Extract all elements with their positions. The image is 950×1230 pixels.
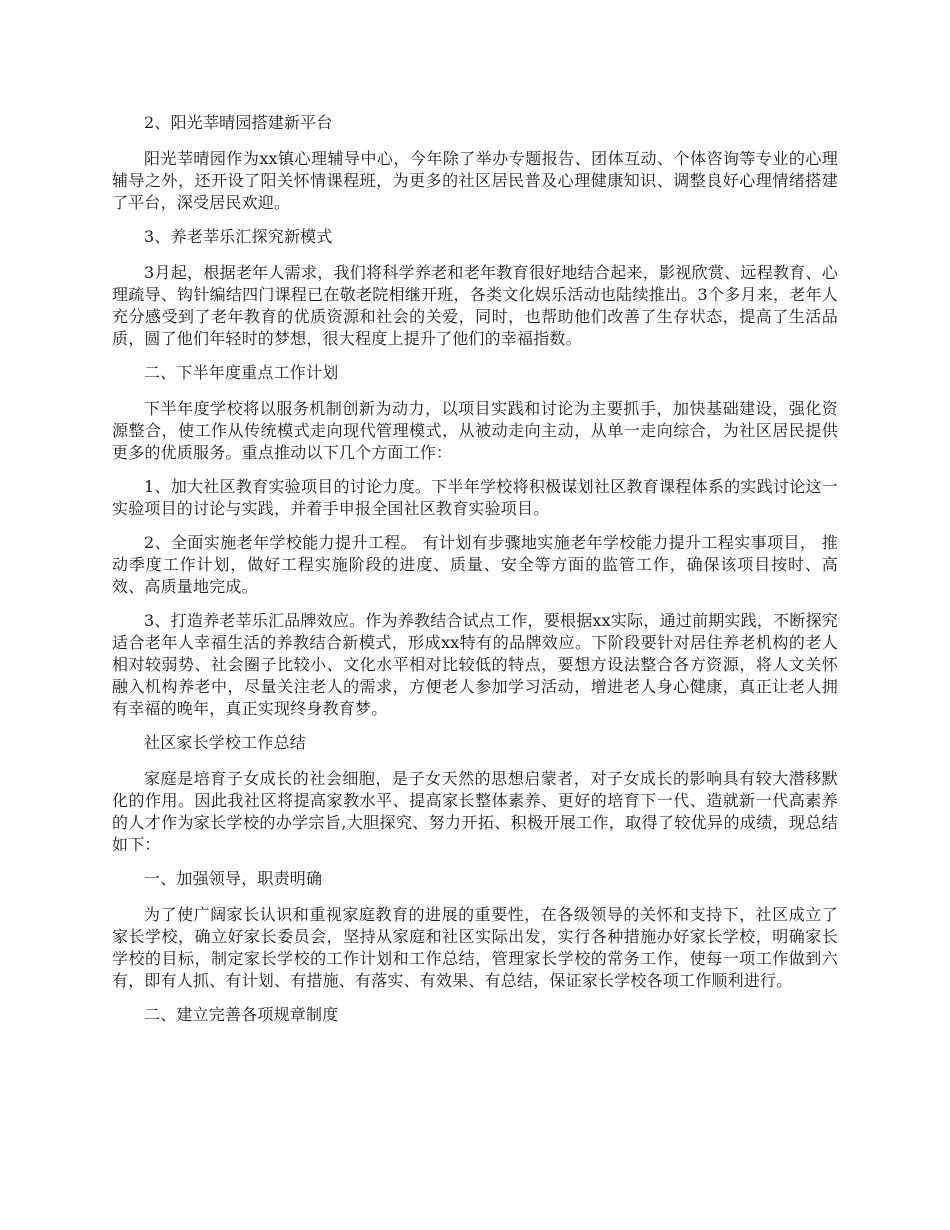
document-body bbox=[112, 112, 838, 1040]
body-paragraph: 3、打造养老莘乐汇品牌效应。作为养教结合试点工作，要根据xx实际，通过前期实践，不断探究适合老年人幸福生活的养教结合新模式，形成xx特有的品牌效应。下阶段要针对居住养老机构的老人相对较弱势、社会圈子比较小、文化水平相对比较低的特点，要想方设法整合各方资源，将人文关怀融入机构养老中，尽量关注老人的需求，方便老人参加学习活动，增进老人身心健康，真正让老人拥有幸福的晚年，真正实现终身教育梦。 bbox=[112, 611, 838, 718]
section-heading: 二、下半年度重点工作计划 bbox=[144, 363, 339, 382]
section-heading: 社区家长学校工作总结 bbox=[144, 733, 307, 752]
body-paragraph: 1、加大社区教育实验项目的讨论力度。下半年学校将积极谋划社区教育课程体系的实践讨论这一实验项目的讨论与实践，并着手申报全国社区教育实验项目。 bbox=[112, 477, 838, 518]
body-paragraph: 2、全面实施老年学校能力提升工程。 有计划有步骤地实施老年学校能力提升工程实事项目， 推动季度工作计划，做好工程实施阶段的进度、质量、安全等方面的监管工作，确保该项目按时、高效、高质量地完成。 bbox=[112, 533, 838, 596]
section-heading: 二、建立完善各项规章制度 bbox=[144, 1005, 339, 1024]
section-heading: 2、阳光莘晴园搭建新平台 bbox=[144, 113, 333, 132]
section-heading: 3、养老莘乐汇探究新模式 bbox=[144, 227, 333, 246]
body-paragraph: 家庭是培育子女成长的社会细胞，是子女天然的思想启蒙者，对子女成长的影响具有较大潜移默化的作用。因此我社区将提高家教水平、提高家长整体素养、更好的培育下一代、造就新一代高素养的人才作为家长学校的办学宗旨,大胆探究、努力开拓、积极开展工作，取得了较优异的成绩，现总结如下： bbox=[112, 769, 838, 854]
body-paragraph: 3月起，根据老年人需求，我们将科学养老和老年教育很好地结合起来，影视欣赏、远程教育、心理疏导、钩针编结四门课程已在敬老院相继开班，各类文化娱乐活动也陆续推出。3个多月来，老年人充分感受到了老年教育的优质资源和社会的关爱，同时，也帮助他们改善了生存状态，提高了生活品质，圆了他们年轻时的梦想，很大程度上提升了他们的幸福指数。 bbox=[112, 263, 838, 348]
section-heading: 一、加强领导，职责明确 bbox=[144, 869, 323, 888]
body-paragraph: 为了使广阔家长认识和重视家庭教育的进展的重要性，在各级领导的关怀和支持下，社区成立了家长学校，确立好家长委员会，坚持从家庭和社区实际出发，实行各种措施办好家长学校，明确家长学校的目标，制定家长学校的工作计划和工作总结，管理家长学校的常务工作，使每一项工作做到六有，即有人抓、有计划、有措施、有落实、有效果、有总结，保证家长学校各项工作顺利进行。 bbox=[112, 905, 838, 990]
body-paragraph: 阳光莘晴园作为xx镇心理辅导中心，今年除了举办专题报告、团体互动、个体咨询等专业的心理辅导之外，还开设了阳关怀情课程班，为更多的社区居民普及心理健康知识、调整良好心理情绪搭建了平台，深受居民欢迎。 bbox=[112, 149, 838, 212]
body-paragraph: 下半年度学校将以服务机制创新为动力，以项目实践和讨论为主要抓手，加快基础建设，强化资源整合，使工作从传统模式走向现代管理模式，从被动走向主动，从单一走向综合，为社区居民提供更多的优质服务。重点推动以下几个方面工作： bbox=[112, 399, 838, 462]
